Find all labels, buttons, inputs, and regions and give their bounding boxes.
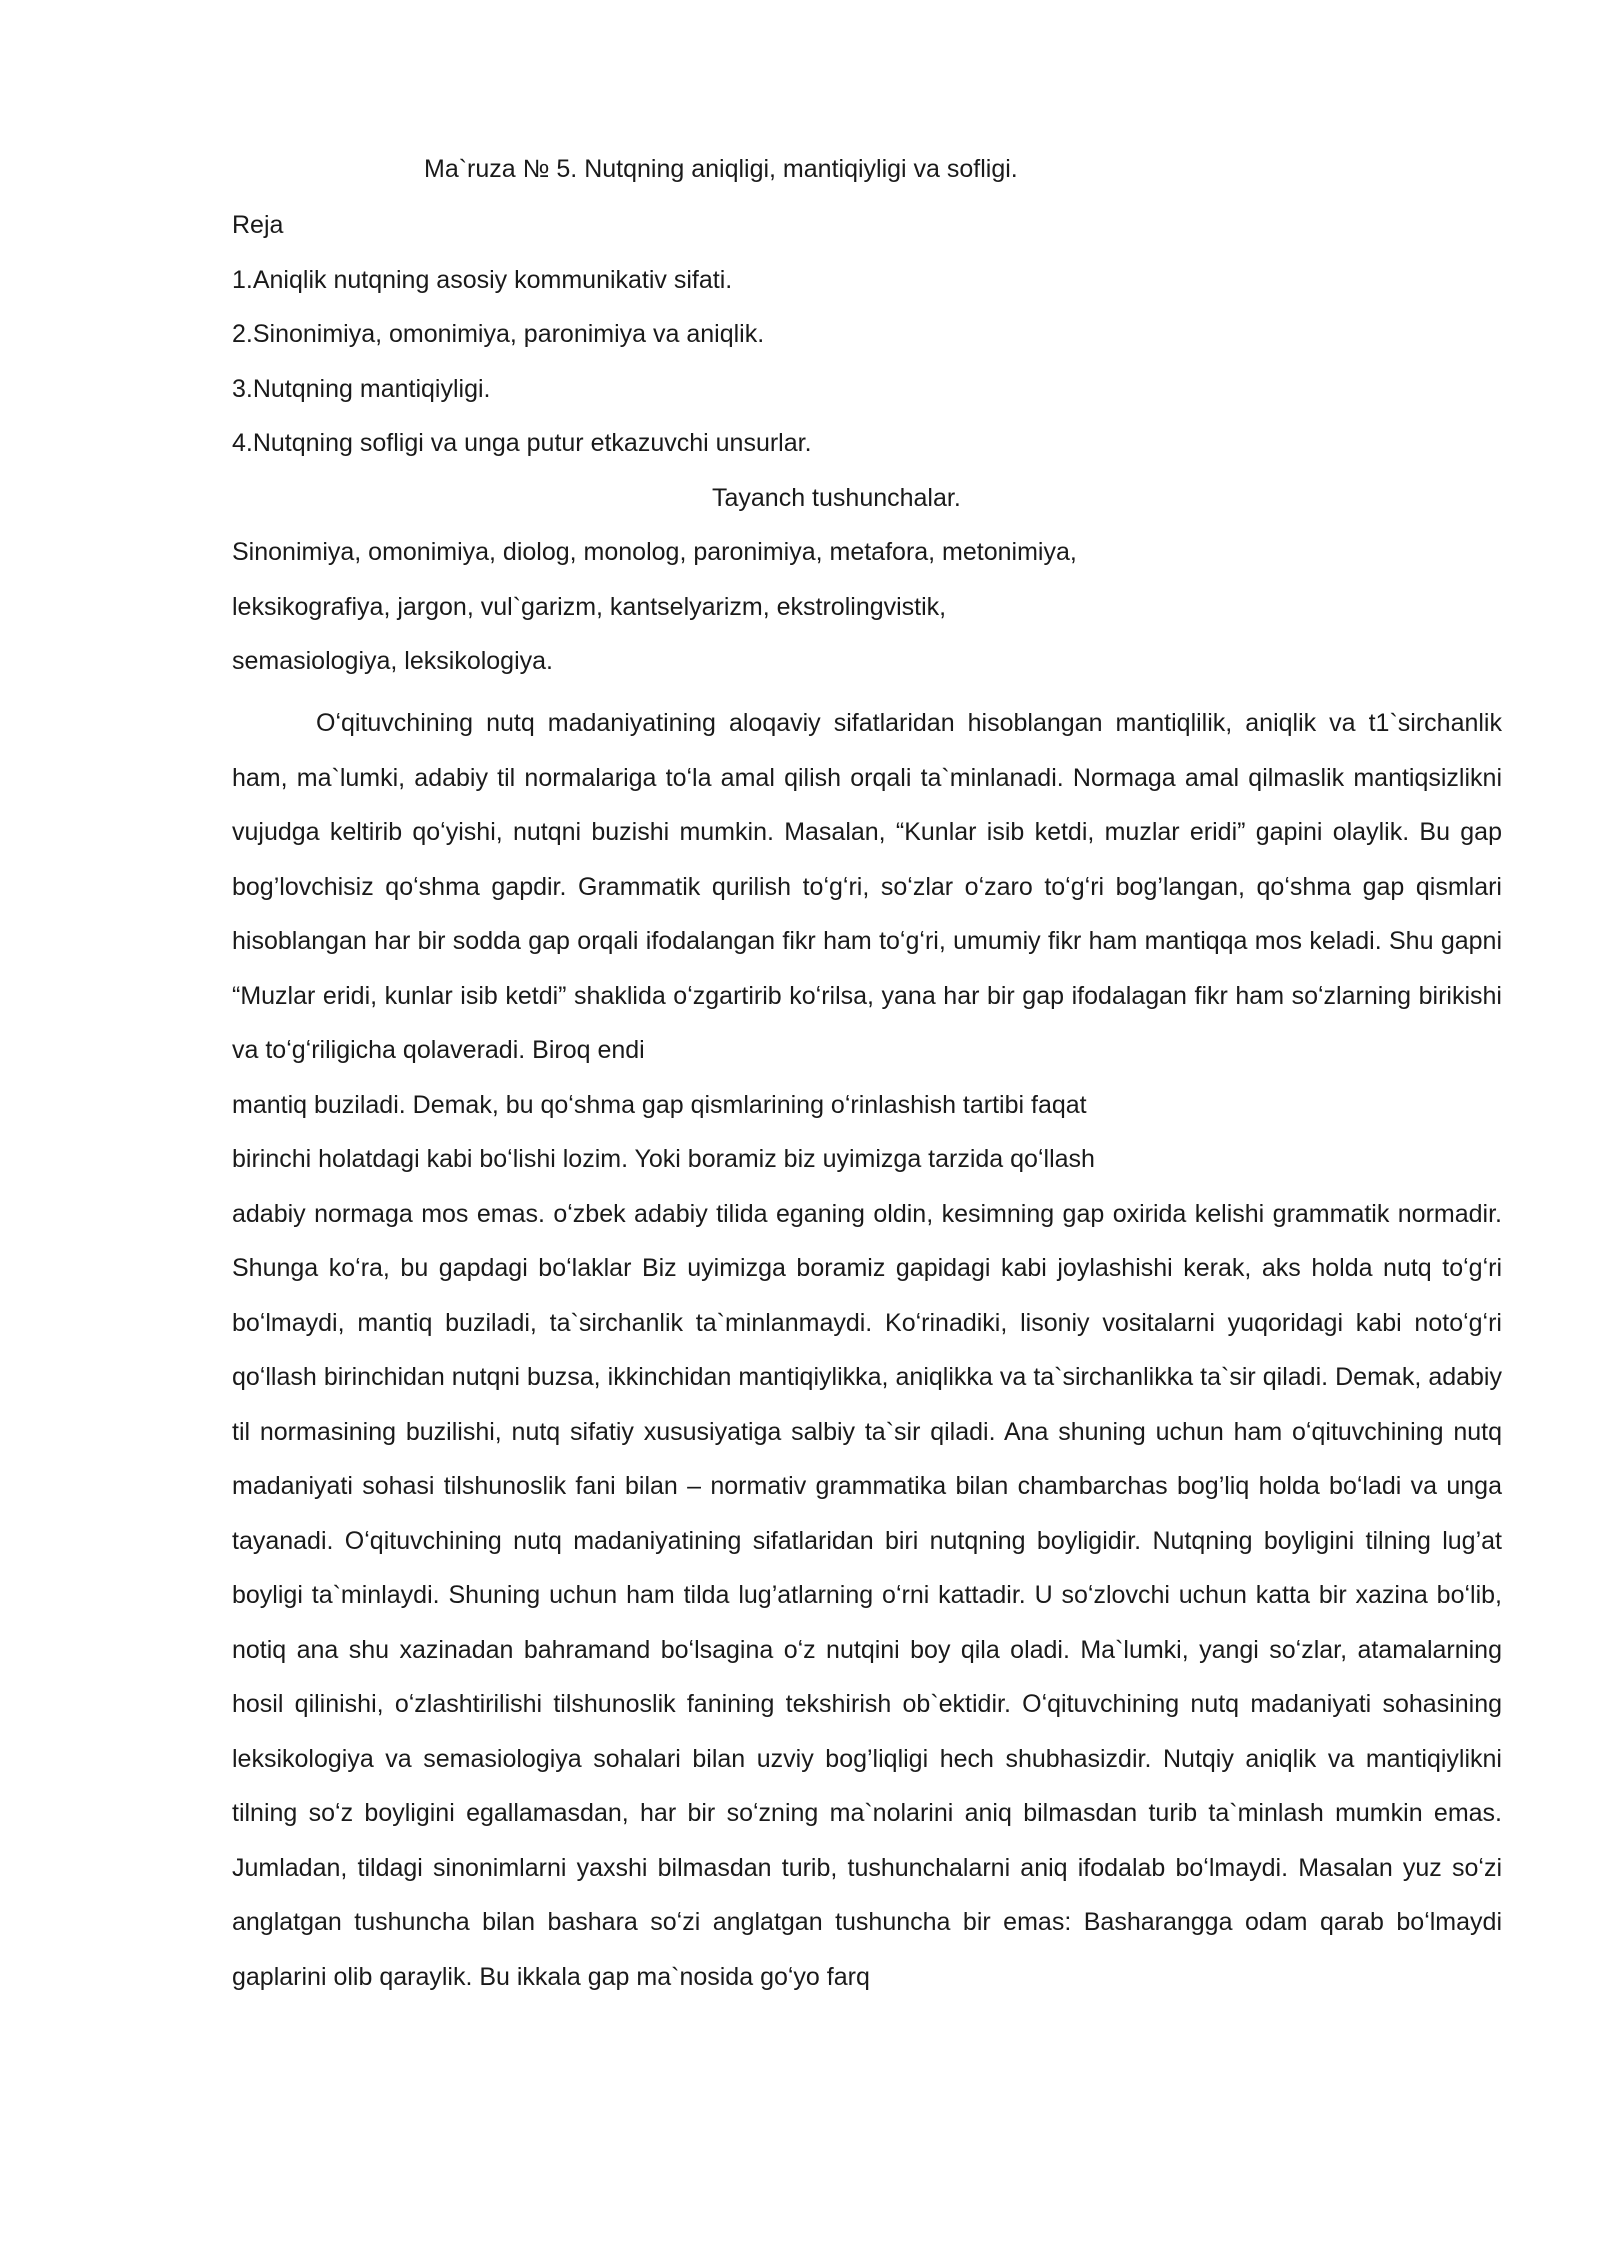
- lecture-title: Ma`ruza № 5. Nutqning aniqligi, mantiqiyligi va sofligi.: [424, 155, 1018, 183]
- concepts-heading: Tayanch tushunchalar.: [712, 484, 961, 512]
- concepts-line: semasiologiya, leksikologiya.: [232, 647, 553, 675]
- body-paragraph: Oʻqituvchining nutq madaniyatining aloqaviy sifatlaridan hisoblangan mantiqlilik, aniqlik va t1`sirchanlik ham, ma`lumki, adabiy til normalariga toʻla amal qilish orqali ta`minlanadi. Normaga amal qilmaslik mantiqsizlikni vujudga keltirib qoʻyishi, nutqni buzishi mumkin. Masalan, “Kunlar isib ketdi, muzlar eridi” gapini olaylik. Bu gap bog’lovchisiz qoʻshma gapdir. Grammatik qurilish toʻgʻri, soʻzlar oʻzaro toʻgʻri bog’langan, qoʻshma gap qismlari hisoblangan har bir sodda gap orqali ifodalangan fikr ham toʻgʻri, umumiy fikr ham mantiqqa mos keladi. Shu gapni “Muzlar eridi, kunlar isib ketdi” shaklida oʻzgartirib koʻrilsa, yana har bir gap ifodalagan fikr ham soʻzlarning birikishi va toʻgʻriligicha qolaveradi. Biroq endi: [232, 709, 1502, 1064]
- plan-heading: Reja: [232, 211, 284, 239]
- plan-item: 4.Nutqning sofligi va unga putur etkazuvchi unsurlar.: [232, 429, 812, 457]
- body-paragraph: mantiq buziladi. Demak, bu qoʻshma gap qismlarining oʻrinlashish tartibi faqat: [232, 1090, 1087, 1119]
- body-paragraph: birinchi holatdagi kabi boʻlishi lozim. Yoki boramiz biz uyimizga tarzida qoʻllash: [232, 1145, 1095, 1173]
- plan-item: 3.Nutqning mantiqiyligi.: [232, 375, 491, 403]
- body-text: [232, 696, 1502, 2004]
- concepts-line: leksikografiya, jargon, vul`garizm, kantselyarizm, ekstrolingvistik,: [232, 593, 947, 621]
- plan-item: 1.Aniqlik nutqning asosiy kommunikativ sifati.: [232, 266, 733, 294]
- body-paragraph: adabiy normaga mos emas. oʻzbek adabiy tilida eganing oldin, kesimning gap oxirida kelishi grammatik normadir. Shunga koʻra, bu gapdagi boʻlaklar Biz uyimizga boramiz gapidagi kabi joylashishi kerak, aks holda nutq toʻgʻri boʻlmaydi, mantiq buziladi, ta`sirchanlik ta`minlanmaydi. Koʻrinadiki, lisoniy vositalarni yuqoridagi kabi notoʻgʻri qoʻllash birinchidan nutqni buzsa, ikkinchidan mantiqiylikka, aniqlikka va ta`sirchanlikka ta`sir qiladi. Demak, adabiy til normasining buzilishi, nutq sifatiy xususiyatiga salbiy ta`sir qiladi. Ana shuning uchun ham oʻqituvchining nutq madaniyati sohasi tilshunoslik fani bilan – normativ grammatika bilan chambarchas bog’liq holda boʻladi va unga tayanadi. Oʻqituvchining nutq madaniyatining sifatlaridan biri nutqning boyligidir. Nutqning boyligini tilning lug’at boyligi ta`minlaydi. Shuning uchun ham tilda lug’atlarning oʻrni kattadir. U soʻzlovchi uchun katta bir xazina boʻlib, notiq ana shu xazinadan bahramand boʻlsagina oʻz nutqini boy qila oladi. Ma`lumki, yangi soʻzlar, atamalarning hosil qilinishi, oʻzlashtirilishi tilshunoslik fanining tekshirish ob`ektidir. Oʻqituvchining nutq madaniyati sohasining leksikologiya va semasiologiya sohalari bilan uzviy bog’liqligi hech shubhasizdir. Nutqiy aniqlik va mantiqiylikni tilning soʻz boyligini egallamasdan, har bir soʻzning ma`nolarini aniq bilmasdan turib ta`minlash mumkin emas. Jumladan, tildagi sinonimlarni yaxshi bilmasdan turib, tushunchalarni aniq ifodalab boʻlmaydi. Masalan yuz soʻzi anglatgan tushuncha bilan bashara soʻzi anglatgan tushuncha bir emas: Basharangga odam qarab boʻlmaydi gaplarini olib qaraylik. Bu ikkala gap ma`nosida goʻyo farq: [232, 1199, 1502, 1991]
- concepts-line: Sinonimiya, omonimiya, diolog, monolog, paronimiya, metafora, metonimiya,: [232, 538, 1077, 566]
- plan-item: 2.Sinonimiya, omonimiya, paronimiya va aniqlik.: [232, 320, 765, 348]
